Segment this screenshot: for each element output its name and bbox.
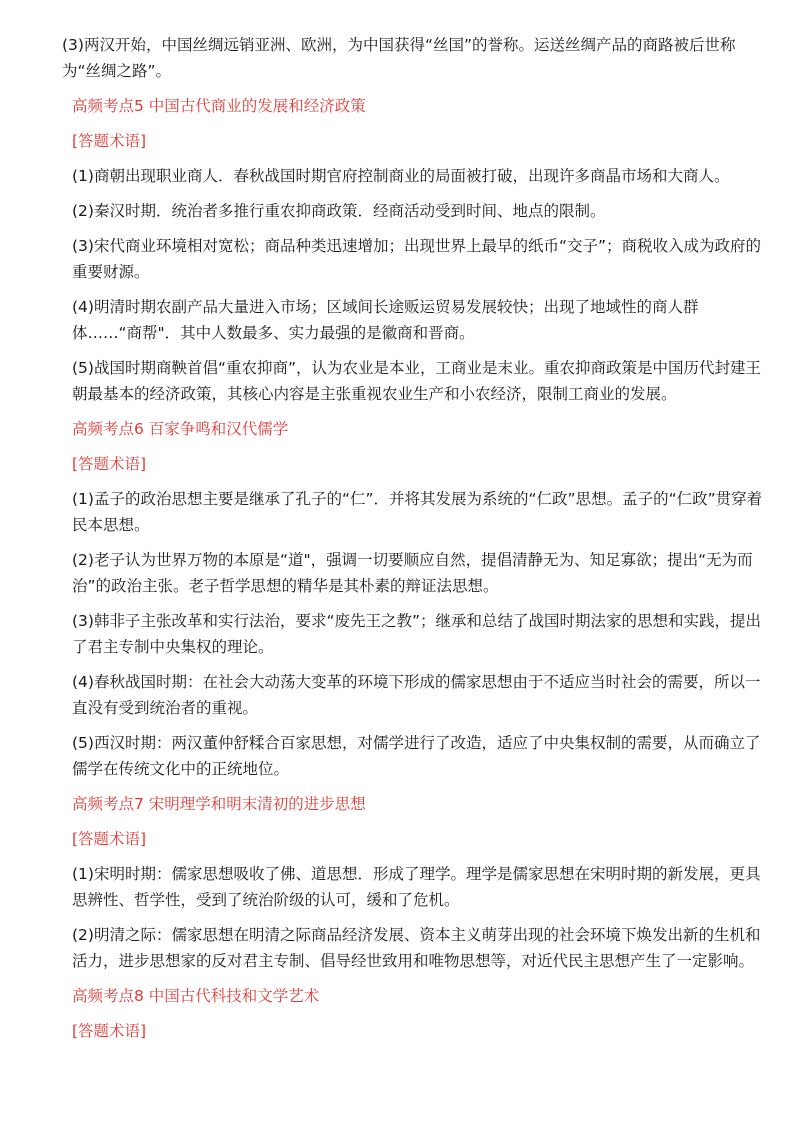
- section-hundred-schools: [72, 416, 764, 782]
- list-item: (1)宋明时期：儒家思想吸收了佛、道思想．形成了理学。理学是儒家思想在宋明时期的新发展，更具思辨性、哲学性，受到了统治阶级的认可，缓和了危机。: [72, 865, 761, 909]
- section-heading: 高频考点8 中国古代科技和文学艺术: [72, 987, 320, 1005]
- section-neo-confucianism: [72, 791, 764, 974]
- list-item: (3)宋代商业环境相对宽松；商品种类迅速增加；出现世界上最早的纸币“交子”；商税收入成为政府的重要财源。: [72, 237, 762, 281]
- list-item: (1)商朝出现职业商人．春秋战国时期官府控制商业的局面被打破，出现许多商晶市场和大商人。: [72, 167, 730, 185]
- section-heading: 高频考点6 百家争鸣和汉代儒学: [72, 420, 289, 438]
- list-item: (4)春秋战国时期：在社会大动荡大变革的环境下形成的儒家思想由于不适应当时社会的需要，所以一直没有受到统治者的重视。: [72, 673, 761, 717]
- list-item: (2)老子认为世界万物的本原是“道"，强调一切要顺应自然，提倡清静无为、知足寡欲；提出“无为而治”的政治主张。老子哲学思想的精华是其朴素的辩证法思想。: [72, 551, 753, 595]
- answer-terms-tag: [答题术语]: [72, 132, 147, 150]
- list-item: (1)孟子的政治思想主要是继承了孔子的“仁”．并将其发展为系统的“仁政”思想。孟子的“仁政”贯穿着民本思想。: [72, 490, 763, 534]
- answer-terms-tag: [答题术语]: [72, 1022, 147, 1040]
- section-heading: 高频考点7 宋明理学和明末清初的进步思想: [72, 795, 366, 813]
- list-item: (2)秦汉时期．统治者多推行重农抑商政策．经商活动受到时间、地点的限制。: [72, 202, 606, 220]
- section-science-arts: [72, 983, 764, 1044]
- answer-terms-tag: [答题术语]: [72, 455, 147, 473]
- list-item: (3)韩非子主张改革和实行法治，要求“废先王之教”；继承和总结了战国时期法家的思想和实践，提出了君主专制中央集权的理论。: [72, 612, 762, 656]
- list-item: (5)战国时期商鞅首倡“重农抑商”，认为农业是本业，工商业是末业。重农抑商政策是中国历代封建王朝最基本的经济政策，其核心内容是主张重视农业生产和小农经济，限制工商业的发展。: [72, 359, 762, 403]
- list-item: (4)明清时期农副产品大量进入市场；区域间长途贩运贸易发展较快；出现了地域性的商人群体……“商帮"．其中人数最多、实力最强的是徽商和晋商。: [72, 298, 699, 342]
- list-item: (5)西汉时期：两汉董仲舒糅合百家思想，对儒学进行了改造，适应了中央集权制的需要，从而确立了儒学在传统文化中的正统地位。: [72, 734, 761, 778]
- paragraph-silk-road: (3)两汉开始，中国丝绸远销亚洲、欧洲，为中国获得“丝国”的誉称。运送丝绸产品的商路被后世称为“丝绸之路”。: [62, 36, 736, 80]
- section-commerce: [72, 93, 764, 407]
- section-heading: 高频考点5 中国古代商业的发展和经济政策: [72, 97, 366, 115]
- answer-terms-tag: [答题术语]: [72, 830, 147, 848]
- list-item: (2)明清之际：儒家思想在明清之际商品经济发展、资本主义萌芽出现的社会环境下焕发出新的生机和活力，进步思想家的反对君主专制、倡导经世致用和唯物思想等，对近代民主思想产生了一定影响。: [72, 926, 761, 970]
